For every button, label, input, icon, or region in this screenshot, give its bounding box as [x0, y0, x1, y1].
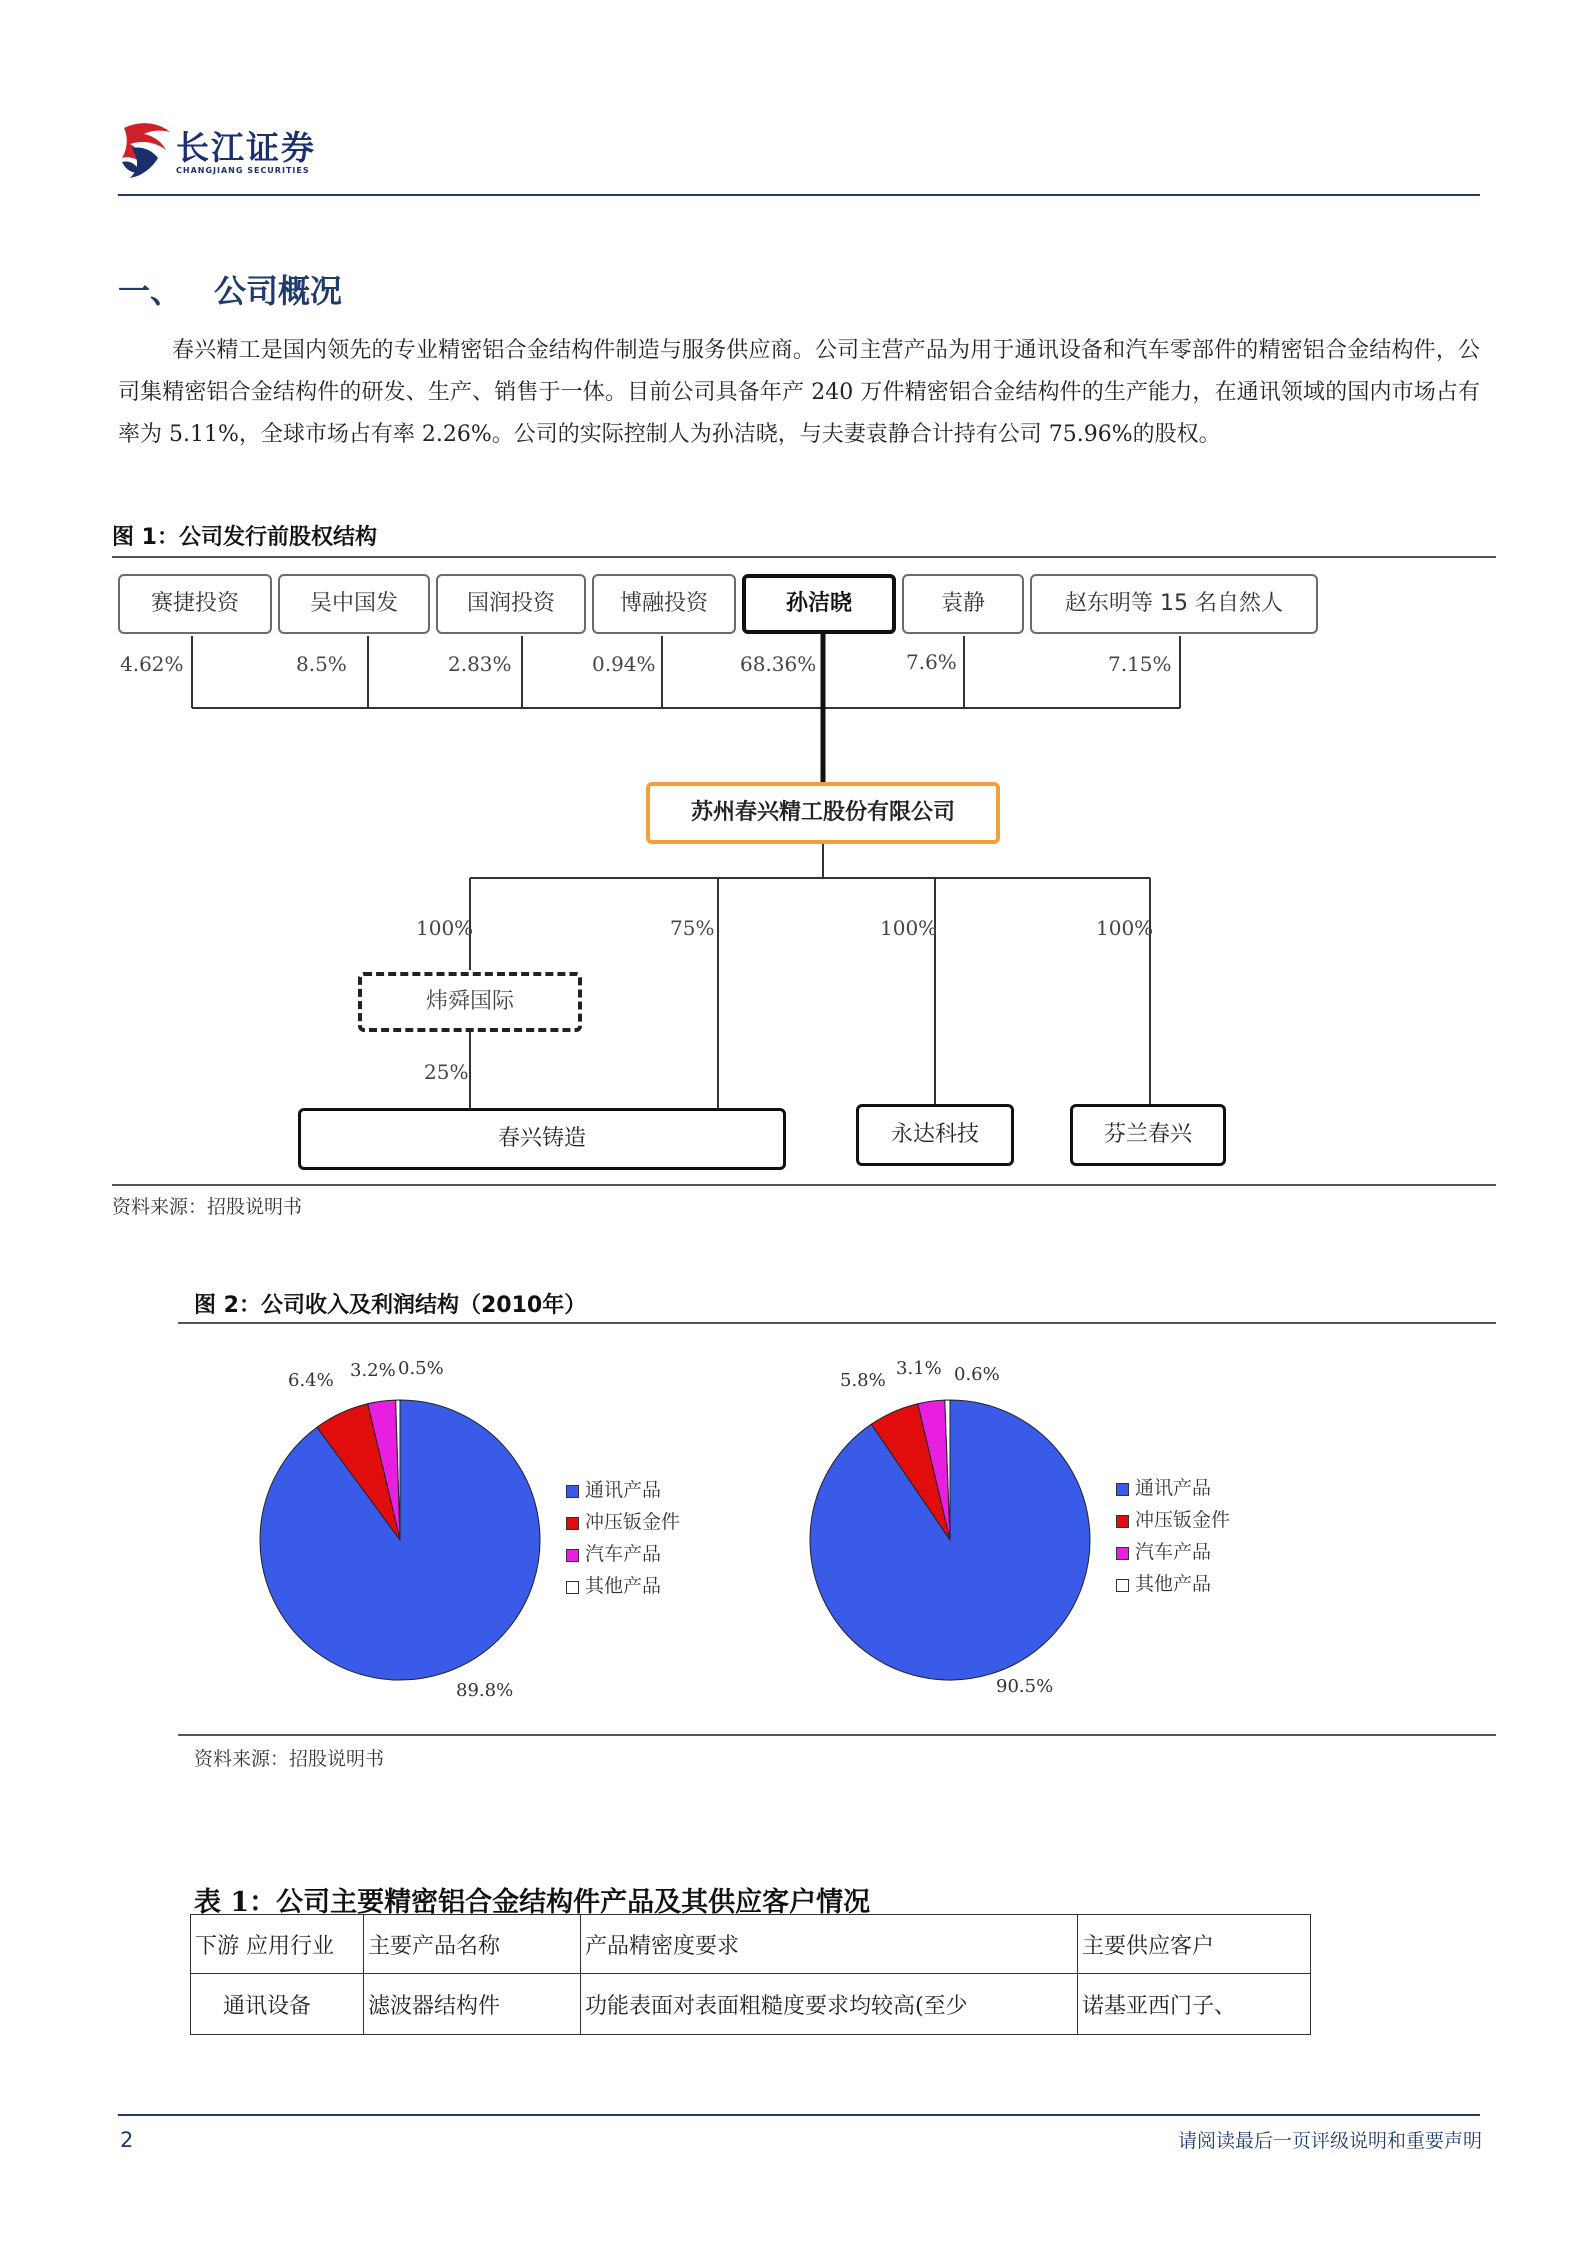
pie-slice — [260, 1400, 540, 1680]
pie-data-label: 3.1% — [896, 1358, 942, 1379]
shareholder-box — [1030, 574, 1318, 634]
legend-swatch — [566, 1549, 579, 1562]
intro-paragraph: 春兴精工是国内领先的专业精密铝合金结构件制造与服务供应商。公司主营产品为用于通讯设备和汽车零部件的精密铝合金结构件，公司集精密铝合金结构件的研发、生产、销售于一体。目前公司具备年产 240 万件精密铝合金结构件的生产能力，在通讯领域的国内市场占有率为 5.11%，全球市场占有率 2.26%。公司的实际控制人为孙洁晓，与夫妻袁静合计持有公司 75.96%的股权。 — [118, 338, 1480, 447]
subsidiary-name: 芬兰春兴 — [1103, 1122, 1192, 1147]
subsidiary-box — [1070, 1104, 1226, 1166]
pie-data-label: 5.8% — [840, 1370, 886, 1391]
shareholder-name: 孙洁晓 — [785, 591, 852, 616]
table-header-cell: 主要产品名称 — [364, 1915, 581, 1974]
shareholder-name: 吴中国发 — [309, 591, 398, 616]
subsidiary-name: 春兴铸造 — [497, 1126, 586, 1151]
legend-label: 通讯产品 — [1135, 1477, 1212, 1499]
table-header-row — [191, 1915, 1311, 1974]
pie-slice — [810, 1400, 1090, 1680]
figure1-source: 资料来源：招股说明书 — [112, 1196, 303, 1218]
legend-label: 其他产品 — [585, 1575, 662, 1597]
shareholding-pct: 4.62% — [120, 652, 184, 676]
table1-title: 表 1：公司主要精密铝合金结构件产品及其供应客户情况 — [194, 1887, 871, 1918]
table-cell: 滤波器结构件 — [364, 1974, 581, 2035]
product-table — [190, 1914, 1311, 2035]
table-row — [191, 1974, 1311, 2035]
pie-data-label: 3.2% — [350, 1360, 396, 1381]
legend-item — [1116, 1536, 1230, 1568]
shareholding-pct: 100% — [416, 916, 474, 940]
shareholding-pct: 25% — [424, 1060, 469, 1084]
footer-divider — [118, 2114, 1480, 2116]
subsidiary-box — [856, 1104, 1014, 1166]
legend-label: 通讯产品 — [585, 1479, 662, 1501]
legend-label: 汽车产品 — [1135, 1541, 1212, 1563]
pie-data-label: 0.6% — [954, 1364, 1000, 1385]
pie-legend — [566, 1474, 680, 1602]
shareholding-pct: 7.6% — [906, 650, 957, 674]
figure2-top-rule — [178, 1322, 1496, 1324]
shareholding-pct: 100% — [880, 916, 938, 940]
figure1-title: 图 1：公司发行前股权结构 — [112, 525, 377, 550]
brand-name-english: CHANGJIANG SECURITIES — [176, 166, 310, 175]
footer-disclaimer: 请阅读最后一页评级说明和重要声明 — [1177, 2130, 1482, 2152]
shareholder-box — [118, 574, 272, 634]
legend-swatch — [1116, 1579, 1129, 1592]
subsidiary-box — [298, 1108, 786, 1170]
shareholding-pct: 68.36% — [740, 652, 817, 676]
legend-item — [566, 1570, 680, 1602]
shareholding-pct: 75% — [670, 916, 715, 940]
legend-item — [1116, 1472, 1230, 1504]
shareholder-name: 赛捷投资 — [150, 591, 239, 616]
shareholding-pct: 0.94% — [592, 652, 656, 676]
legend-item — [1116, 1568, 1230, 1600]
shareholder-box — [592, 574, 736, 634]
legend-swatch — [1116, 1515, 1129, 1528]
shareholding-pct: 7.15% — [1108, 652, 1172, 676]
shareholder-name: 博融投资 — [619, 591, 708, 616]
pie-data-label: 0.5% — [398, 1358, 444, 1379]
legend-swatch — [566, 1485, 579, 1498]
legend-label: 冲压钣金件 — [1135, 1509, 1231, 1531]
figure2-title: 图 2：公司收入及利润结构（2010年） — [194, 1293, 587, 1318]
legend-item — [566, 1506, 680, 1538]
pie-chart-profit — [800, 1370, 1120, 1710]
section-number: 一、 — [118, 272, 183, 310]
table-header-cell: 产品精密度要求 — [581, 1915, 1078, 1974]
figure1-bottom-rule — [112, 1184, 1496, 1186]
intermediate-box — [358, 972, 582, 1032]
shareholding-pct: 2.83% — [448, 652, 512, 676]
legend-swatch — [566, 1517, 579, 1530]
pie-legend — [1116, 1472, 1230, 1600]
pie-data-label: 6.4% — [288, 1370, 334, 1391]
pie-data-label: 89.8% — [456, 1680, 514, 1701]
shareholding-pct: 8.5% — [296, 652, 347, 676]
shareholder-name: 赵东明等 15 名自然人 — [1065, 591, 1283, 616]
section-title: 公司概况 — [214, 272, 343, 310]
table-header-cell: 主要供应客户 — [1078, 1915, 1311, 1974]
intermediate-name: 炜舜国际 — [425, 989, 514, 1014]
controller-box — [742, 574, 896, 634]
company-name: 苏州春兴精工股份有限公司 — [690, 800, 955, 825]
table-cell: 诺基亚西门子、 — [1078, 1974, 1311, 2035]
shareholder-name: 袁静 — [940, 591, 985, 616]
legend-item — [566, 1474, 680, 1506]
shareholding-pct: 100% — [1096, 916, 1154, 940]
legend-swatch — [1116, 1483, 1129, 1496]
shareholder-box — [278, 574, 430, 634]
table-header-cell: 下游 应用行业 — [191, 1915, 364, 1974]
figure2-bottom-rule — [178, 1734, 1496, 1736]
table-cell: 通讯设备 — [191, 1974, 364, 2035]
legend-swatch — [1116, 1547, 1129, 1560]
pie-chart-revenue — [250, 1370, 570, 1710]
subsidiary-name: 永达科技 — [890, 1122, 979, 1147]
figure2-source: 资料来源：招股说明书 — [194, 1748, 385, 1770]
legend-label: 冲压钣金件 — [585, 1511, 681, 1533]
pie-data-label: 90.5% — [996, 1676, 1054, 1697]
shareholder-name: 国润投资 — [466, 591, 555, 616]
legend-swatch — [566, 1581, 579, 1594]
legend-label: 汽车产品 — [585, 1543, 662, 1565]
legend-item — [566, 1538, 680, 1570]
shareholder-box — [436, 574, 586, 634]
legend-label: 其他产品 — [1135, 1573, 1212, 1595]
shareholder-box — [902, 574, 1024, 634]
table-cell: 功能表面对表面粗糙度要求均较高(至少 — [581, 1974, 1078, 2035]
legend-item — [1116, 1504, 1230, 1536]
company-box — [646, 782, 1000, 844]
brand-name: 长江证券 — [176, 128, 316, 167]
page-number: 2 — [120, 2128, 134, 2152]
